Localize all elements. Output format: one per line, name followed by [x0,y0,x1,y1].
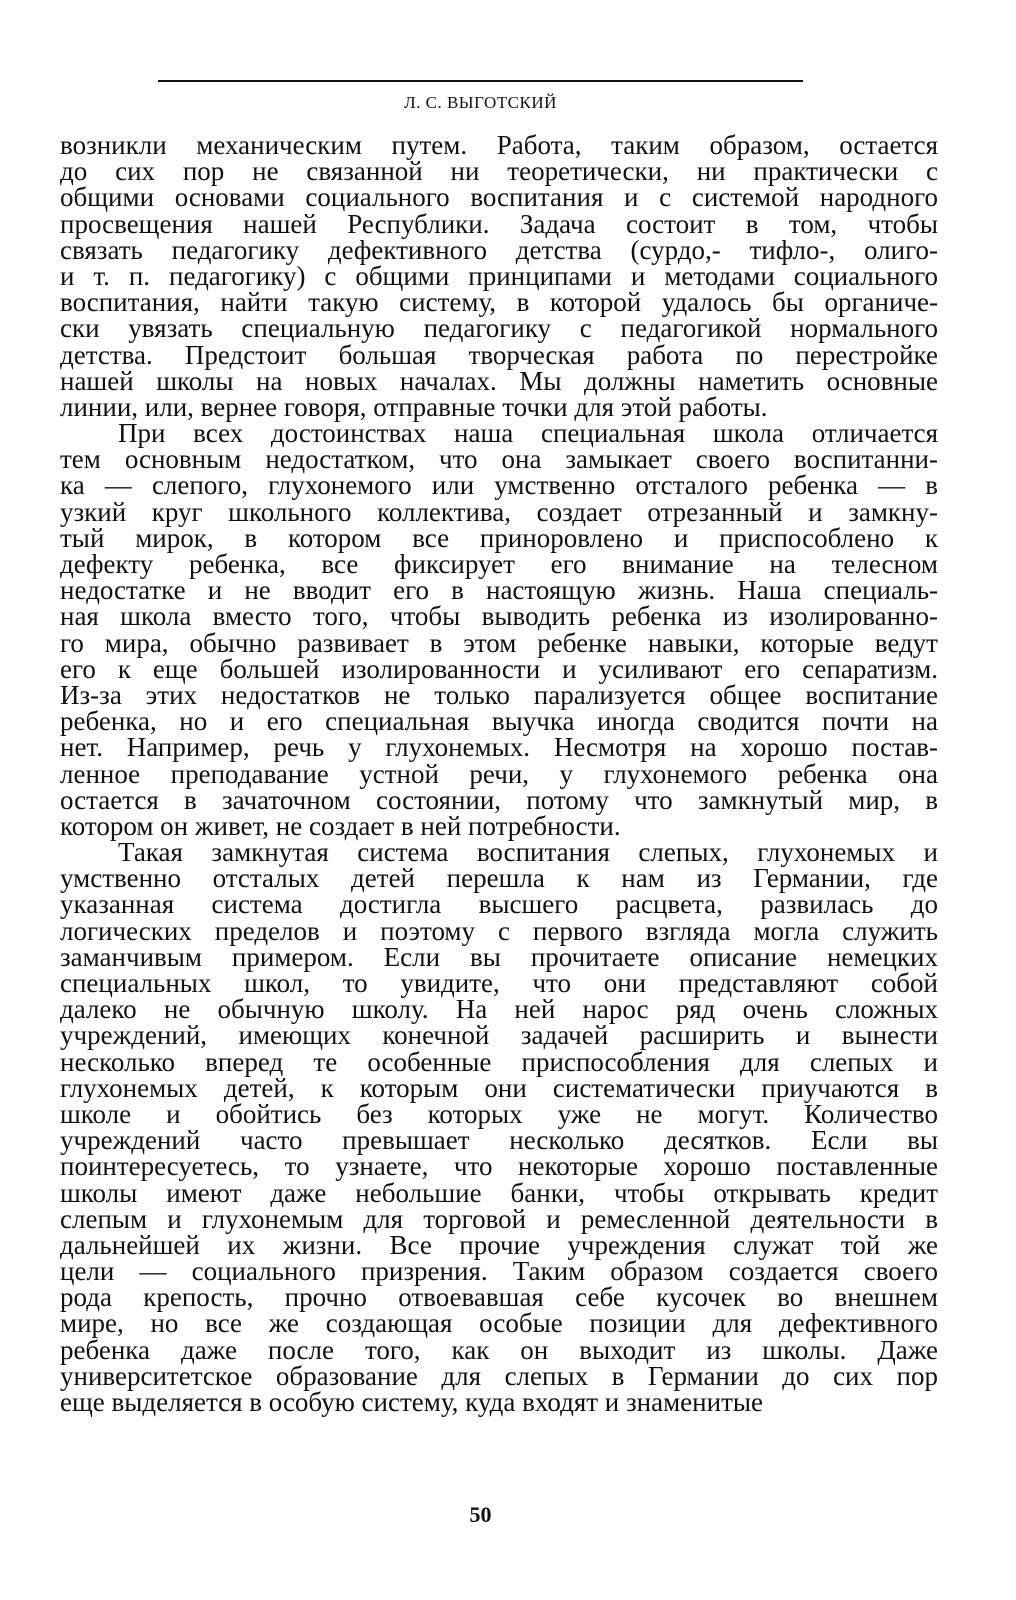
text-line: ленное преподавание устной речи, у глухонемого ребенка она [60,758,938,789]
header-rule [158,80,803,82]
running-head: Л. С. ВЫГОТСКИЙ [404,93,557,112]
text-line: го мира, обычно развивает в этом ребенке навыки, которые ведут [60,627,938,658]
text-line: узкий круг школьного коллектива, создает отрезанный и замкну- [60,496,938,527]
text-line: связать педагогику дефективного детства (сурдо,- тифло-, олиго- [60,234,938,265]
text-line: специальных школ, то увидите, что они представляют собой [60,968,938,998]
text-line: ребенка, но и его специальная выучка иногда сводится почти на [60,706,938,737]
text-line: просвещения нашей Республики. Задача состоит в том, чтобы [60,208,938,239]
text-line: тый мирок, в котором все приноровлено и приспособлено к [60,522,938,553]
text-line: цели — социального призрения. Таким образом создается своего [60,1256,938,1287]
text-line: дальнейшей их жизни. Все прочие учреждения служат той же [60,1229,938,1260]
text-line: остается в зачаточном состоянии, потому что замкнутый мир, в [60,784,938,815]
text-line: слепым и глухонемым для торговой и ремесленной деятельности в [60,1203,938,1234]
text-line: Такая замкнутая система воспитания слепых, глухонемых и [118,837,938,868]
text-line: умственно отсталых детей перешла к нам из Германии, где [60,863,938,894]
text-line: указанная система достигла высшего расцвета, развилась до [60,889,938,920]
text-line: и т. п. педагогику) с общими принципами и методами социального [60,260,938,291]
text-line: учреждений, имеющих конечной задачей расширить и вынести [60,1020,938,1051]
text-line: При всех достоинствах наша специальная школа отличается [118,418,938,449]
text-line: детства. Предстоит большая творческая работа по перестройке [60,339,938,370]
text-line: школе и обойтись без которых уже не могут. Количество [60,1098,938,1129]
text-line: далеко не обычную школу. На ней нарос ряд очень сложных [60,994,938,1025]
text-line: несколько вперед те особенные приспособления для слепых и [60,1046,938,1077]
text-line: общими основами социального воспитания и с системой народного [60,182,938,213]
text-line: воспитания, найти такую систему, в которой удалось бы органиче- [60,287,938,318]
text-line: котором он живет, не создает в ней потребности. [60,810,621,841]
text-line: возникли механическим путем. Работа, таким образом, остается [60,130,938,160]
text-line: ка — слепого, глухонемого или умственно отсталого ребенка — в [60,470,938,501]
text-line: еще выделяется в особую систему, куда входят и знаменитые [60,1387,763,1417]
body-text [60,132,938,1415]
text-line: недостатке и не вводит его в настоящую жизнь. Наша специаль- [60,575,938,606]
paragraph [60,132,938,420]
text-line: заманчивым примером. Если вы прочитаете описание немецких [60,941,938,972]
text-line: поинтересуетесь, то узнаете, что некоторые хорошо поставленные [60,1151,938,1182]
text-line: до сих пор не связанной ни теоретически, ни практически с [60,156,938,187]
text-line: его к еще большей изолированности и усиливают его сепаратизм. [60,653,938,684]
text-line: ная школа вместо того, чтобы выводить ребенка из изолированно- [60,601,938,632]
paragraph [60,420,938,839]
text-line: нашей школы на новых началах. Мы должны наметить основные [60,365,938,396]
text-line: ребенка даже после того, как он выходит из школы. Даже [60,1334,938,1365]
text-line: Из-за этих недостатков не только парализуется общее воспитание [60,679,938,710]
text-line: школы имеют даже небольшие банки, чтобы открывать кредит [60,1177,938,1208]
text-line: дефекту ребенка, все фиксирует его внимание на телесном [60,549,938,579]
text-line: логических пределов и поэтому с первого взгляда могла служить [60,915,938,946]
text-line: мире, но все же создающая особые позиции для дефективного [60,1308,938,1339]
text-line: учреждений часто превышает несколько десятков. Если вы [60,1125,938,1156]
text-line: университетское образование для слепых в Германии до сих пор [60,1360,938,1391]
text-line: линии, или, вернее говоря, отправные точки для этой работы. [60,391,768,422]
text-line: нет. Например, речь у глухонемых. Несмотря на хорошо постав- [60,732,938,763]
page-number: 50 [469,1502,492,1527]
text-line: рода крепость, прочно отвоевавшая себе кусочек во внешнем [60,1282,938,1313]
text-line: глухонемых детей, к которым они систематически приучаются в [60,1072,938,1103]
text-line: тем основным недостатком, что она замыкает своего воспитанни- [60,444,938,475]
paragraph [60,839,938,1415]
text-line: ски увязать специальную педагогику с педагогикой нормального [60,313,938,344]
